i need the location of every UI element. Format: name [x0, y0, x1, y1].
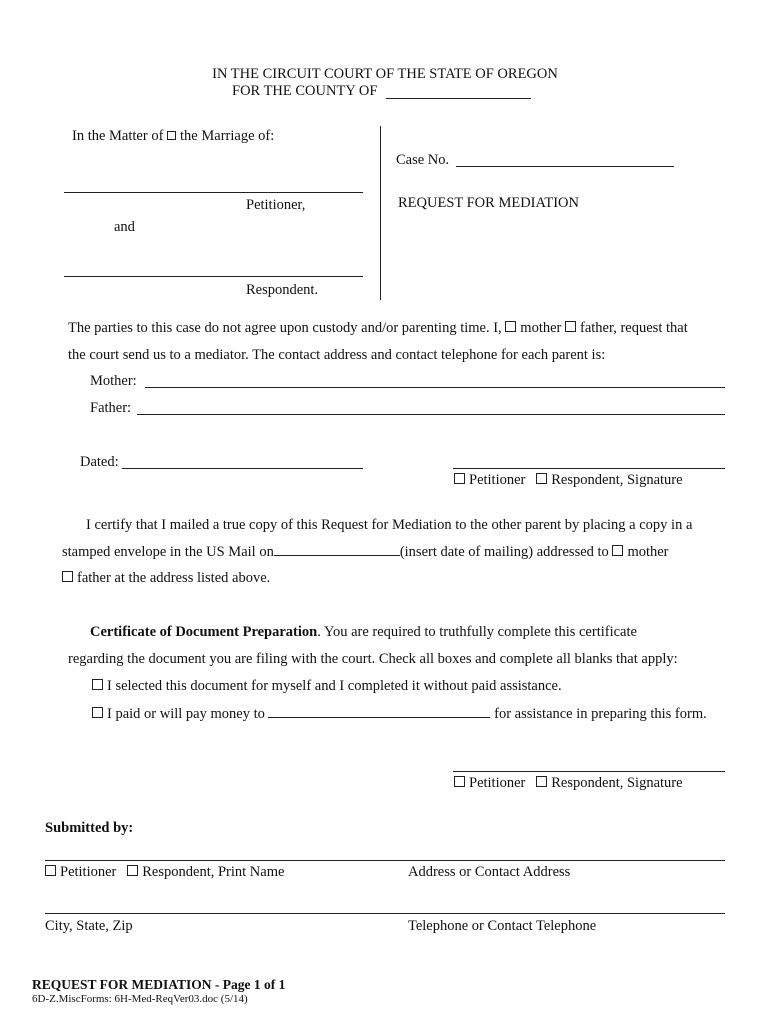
- matter-checkbox[interactable]: [167, 131, 176, 140]
- sig1-petitioner-checkbox[interactable]: [454, 473, 465, 484]
- respondent-label: Respondent.: [246, 282, 319, 298]
- caption-divider: [380, 126, 381, 300]
- sig2-respondent-label: Respondent, Signature: [551, 775, 683, 791]
- certificate-heading: Certificate of Document Preparation: [90, 624, 318, 640]
- submit-respondent-label: Respondent, Print Name: [142, 864, 285, 880]
- certificate-intro: . You are required to truthfully complete this certificate: [317, 624, 637, 640]
- telephone-label: Telephone or Contact Telephone: [408, 918, 597, 934]
- mother-checkbox[interactable]: [505, 321, 516, 332]
- submit-respondent-checkbox[interactable]: [127, 865, 138, 876]
- certify-line-2: [62, 543, 669, 561]
- dated-blank[interactable]: [122, 468, 363, 469]
- case-no-blank[interactable]: [456, 166, 674, 167]
- signature-line-2[interactable]: [453, 771, 725, 772]
- certify-mail-text: stamped envelope in the US Mail on: [62, 544, 274, 560]
- matter-suffix: the Marriage of:: [180, 128, 275, 144]
- signature-role-2: [454, 775, 683, 792]
- county-blank[interactable]: [386, 98, 531, 99]
- city-label: City, State, Zip: [45, 918, 133, 934]
- petitioner-name-blank[interactable]: [64, 192, 363, 193]
- dated-label: Dated:: [80, 454, 119, 470]
- mother-contact-blank[interactable]: [145, 387, 725, 388]
- mother-label: mother: [520, 320, 562, 336]
- certify-insert-text: (insert date of mailing) addressed to: [399, 544, 609, 560]
- option2-checkbox[interactable]: [92, 707, 103, 718]
- sig2-petitioner-label: Petitioner: [469, 775, 526, 791]
- signature-role-1: [454, 472, 683, 489]
- sig1-respondent-label: Respondent, Signature: [551, 472, 683, 488]
- certify-line-1: I certify that I mailed a true copy of this Request for Mediation to the other parent by placing a copy in a: [86, 517, 693, 533]
- matter-line: [72, 128, 274, 145]
- submitted-heading: Submitted by:: [45, 820, 134, 836]
- submitted-role: [45, 864, 284, 881]
- option1-checkbox[interactable]: [92, 679, 103, 690]
- and-label: and: [114, 219, 135, 235]
- case-no-label: Case No.: [396, 152, 450, 168]
- mailing-date-blank[interactable]: [274, 543, 400, 556]
- request-text: The parties to this case do not agree upon custody and/or parenting time. I,: [68, 320, 502, 336]
- certify-father-text: father at the address listed above.: [77, 570, 271, 586]
- request-line-1: [68, 320, 688, 337]
- court-heading: IN THE CIRCUIT COURT OF THE STATE OF OREGON: [212, 66, 558, 82]
- father-contact-label: Father:: [90, 400, 132, 416]
- option2-suffix: for assistance in preparing this form.: [494, 706, 707, 722]
- document-title: REQUEST FOR MEDIATION: [398, 195, 579, 211]
- certify-mother-label: mother: [627, 544, 669, 560]
- father-label: father, request that: [580, 320, 688, 336]
- petitioner-label: Petitioner,: [246, 197, 306, 213]
- paid-to-blank[interactable]: [268, 705, 490, 718]
- option1-label: I selected this document for myself and I completed it without paid assistance.: [107, 678, 562, 694]
- certify-line-3: [62, 570, 270, 587]
- certify-father-checkbox[interactable]: [62, 571, 73, 582]
- submitted-name-line[interactable]: [45, 860, 725, 861]
- certificate-option-2: [92, 705, 707, 723]
- certify-mother-checkbox[interactable]: [612, 545, 623, 556]
- footer-file-ref: 6D-Z.MiscForms: 6H-Med-ReqVer03.doc (5/14): [32, 993, 248, 1005]
- certificate-option-1: [92, 678, 562, 695]
- sig1-respondent-checkbox[interactable]: [536, 473, 547, 484]
- father-checkbox[interactable]: [565, 321, 576, 332]
- sig2-petitioner-checkbox[interactable]: [454, 776, 465, 787]
- footer-title: REQUEST FOR MEDIATION - Page 1 of 1: [32, 977, 286, 992]
- option2-label: I paid or will pay money to: [107, 706, 265, 722]
- address-label: Address or Contact Address: [408, 864, 571, 880]
- certificate-line-1: [90, 624, 637, 641]
- submit-petitioner-label: Petitioner: [60, 864, 117, 880]
- city-phone-line[interactable]: [45, 913, 725, 914]
- signature-line-1[interactable]: [453, 468, 725, 469]
- submit-petitioner-checkbox[interactable]: [45, 865, 56, 876]
- county-heading: FOR THE COUNTY OF: [232, 83, 378, 99]
- sig2-respondent-checkbox[interactable]: [536, 776, 547, 787]
- sig1-petitioner-label: Petitioner: [469, 472, 526, 488]
- certificate-line-2: regarding the document you are filing with the court. Check all boxes and complete all blanks that apply:: [68, 651, 678, 667]
- request-line-2: the court send us to a mediator. The contact address and contact telephone for each parent is:: [68, 347, 606, 363]
- respondent-name-blank[interactable]: [64, 276, 363, 277]
- mother-contact-label: Mother:: [90, 373, 137, 389]
- matter-prefix: In the Matter of: [72, 128, 164, 144]
- father-contact-blank[interactable]: [137, 414, 725, 415]
